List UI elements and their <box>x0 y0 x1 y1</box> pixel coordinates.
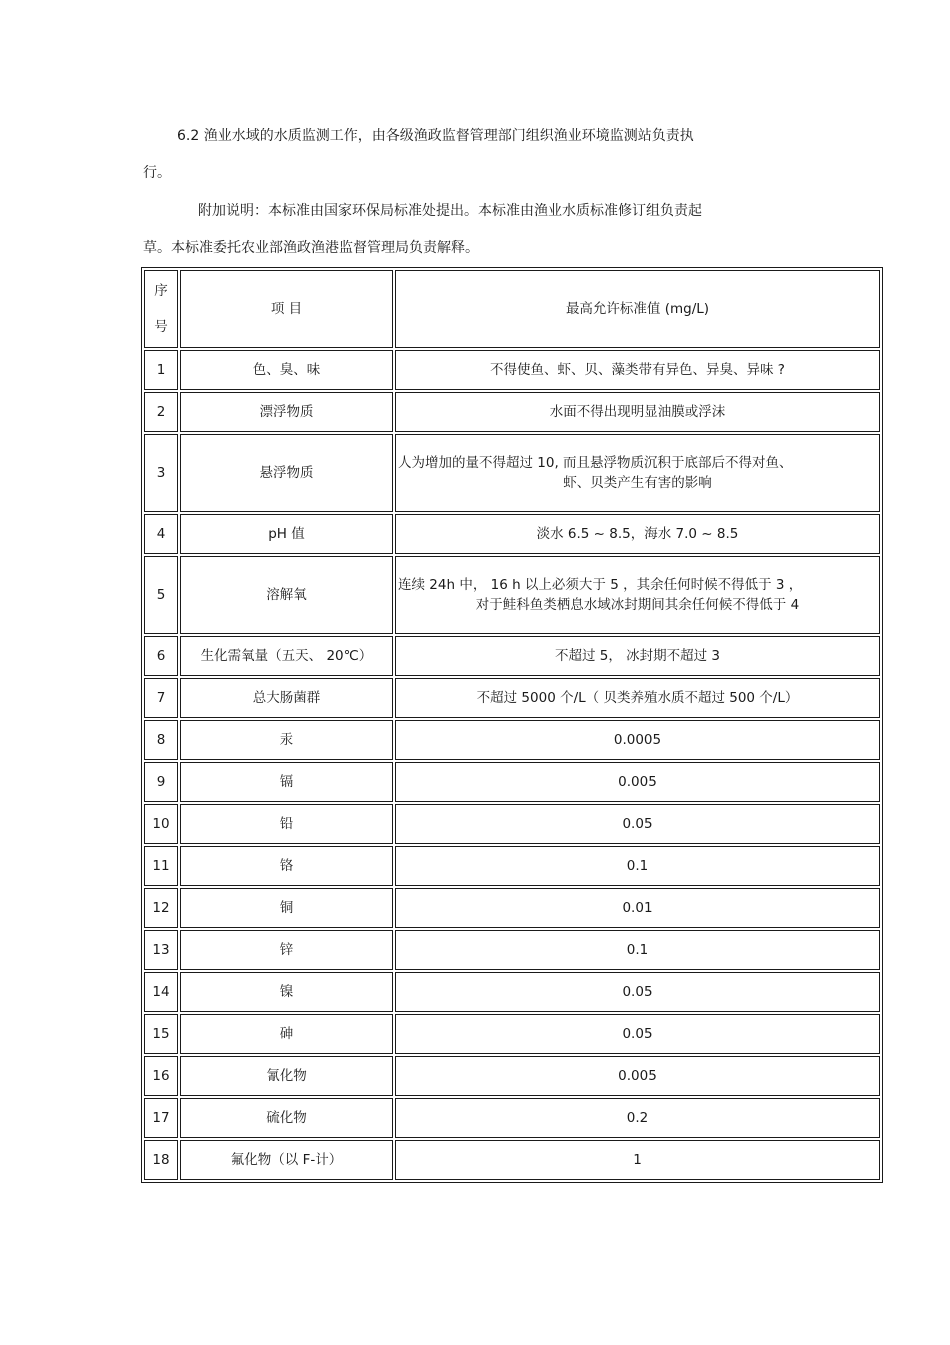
table-row <box>144 1098 880 1138</box>
cell-value: 不得使鱼、虾、贝、藻类带有异色、异臭、异味 ? <box>395 350 880 390</box>
cell-value: 水面不得出现明显油膜或浮沫 <box>395 392 880 432</box>
table-row <box>144 678 880 718</box>
cell-no: 6 <box>144 636 178 676</box>
cell-value: 0.01 <box>395 888 880 928</box>
cell-value: 不超过 5000 个/L（ 贝类养殖水质不超过 500 个/L） <box>395 678 880 718</box>
standards-table-wrapper <box>141 267 883 1183</box>
cell-no: 13 <box>144 930 178 970</box>
cell-value: 人为增加的量不得超过 10, 而且悬浮物质沉积于底部后不得对鱼、 虾、贝类产生有害的影响 <box>395 434 880 512</box>
cell-item: 锌 <box>180 930 393 970</box>
table-row <box>144 392 880 432</box>
cell-value: 0.05 <box>395 804 880 844</box>
cell-item: 总大肠菌群 <box>180 678 393 718</box>
cell-item: 硫化物 <box>180 1098 393 1138</box>
cell-item: 氰化物 <box>180 1056 393 1096</box>
cell-value: 0.005 <box>395 1056 880 1096</box>
cell-no: 14 <box>144 972 178 1012</box>
cell-item: 氟化物（以 F-计） <box>180 1140 393 1180</box>
cell-item: 色、臭、味 <box>180 350 393 390</box>
cell-no: 10 <box>144 804 178 844</box>
table-row <box>144 720 880 760</box>
cell-item: 生化需氧量（五天、 20℃） <box>180 636 393 676</box>
cell-no: 11 <box>144 846 178 886</box>
cell-item: 溶解氧 <box>180 556 393 634</box>
table-row <box>144 350 880 390</box>
cell-no: 17 <box>144 1098 178 1138</box>
table-row <box>144 804 880 844</box>
table-row <box>144 514 880 554</box>
cell-item: pH 值 <box>180 514 393 554</box>
table-row <box>144 846 880 886</box>
header-value: 最高允许标准值 (mg/L) <box>395 270 880 348</box>
cell-value: 0.05 <box>395 1014 880 1054</box>
cell-item: 铬 <box>180 846 393 886</box>
paragraph-monitoring <box>143 118 743 192</box>
cell-no: 4 <box>144 514 178 554</box>
cell-item: 镍 <box>180 972 393 1012</box>
paragraph-line: 附加说明：本标准由国家环保局标准处提出。本标准由渔业水质标准修订组负责起 <box>198 203 702 219</box>
cell-value: 0.1 <box>395 930 880 970</box>
table-row <box>144 556 880 634</box>
cell-no: 9 <box>144 762 178 802</box>
cell-no: 16 <box>144 1056 178 1096</box>
table-row <box>144 434 880 512</box>
cell-no: 2 <box>144 392 178 432</box>
cell-no: 12 <box>144 888 178 928</box>
header-item: 项 目 <box>180 270 393 348</box>
cell-value: 不超过 5， 冰封期不超过 3 <box>395 636 880 676</box>
cell-item: 铅 <box>180 804 393 844</box>
cell-item: 悬浮物质 <box>180 434 393 512</box>
table-row <box>144 636 880 676</box>
cell-no: 3 <box>144 434 178 512</box>
table-row <box>144 762 880 802</box>
cell-no: 1 <box>144 350 178 390</box>
cell-value: 0.0005 <box>395 720 880 760</box>
paragraph-line: 行。 <box>143 165 171 181</box>
cell-value: 1 <box>395 1140 880 1180</box>
paragraph-additional-note <box>143 193 743 267</box>
cell-item: 汞 <box>180 720 393 760</box>
cell-item: 砷 <box>180 1014 393 1054</box>
cell-value: 淡水 6.5 ~ 8.5，海水 7.0 ~ 8.5 <box>395 514 880 554</box>
table-header-row <box>144 270 880 348</box>
cell-value: 连续 24h 中， 16 h 以上必须大于 5 ，其余任何时候不得低于 3 ， 对于鲑科鱼类栖息水域冰封期间其余任何候不得低于 4 <box>395 556 880 634</box>
table-row <box>144 1140 880 1180</box>
paragraph-line: 6.2 渔业水域的水质监测工作，由各级渔政监督管理部门组织渔业环境监测站负责执 <box>177 128 694 144</box>
table-row <box>144 1014 880 1054</box>
table-row <box>144 888 880 928</box>
cell-item: 漂浮物质 <box>180 392 393 432</box>
table-row <box>144 1056 880 1096</box>
cell-no: 18 <box>144 1140 178 1180</box>
cell-item: 镉 <box>180 762 393 802</box>
paragraph-line: 草。本标准委托农业部渔政渔港监督管理局负责解释。 <box>143 240 479 256</box>
cell-value: 0.1 <box>395 846 880 886</box>
table-row <box>144 972 880 1012</box>
cell-value: 0.05 <box>395 972 880 1012</box>
header-seq: 序 号 <box>144 270 178 348</box>
table-row <box>144 930 880 970</box>
cell-no: 7 <box>144 678 178 718</box>
cell-no: 8 <box>144 720 178 760</box>
water-quality-standards-table <box>141 267 883 1183</box>
cell-value: 0.2 <box>395 1098 880 1138</box>
cell-no: 5 <box>144 556 178 634</box>
cell-no: 15 <box>144 1014 178 1054</box>
cell-value: 0.005 <box>395 762 880 802</box>
cell-item: 铜 <box>180 888 393 928</box>
